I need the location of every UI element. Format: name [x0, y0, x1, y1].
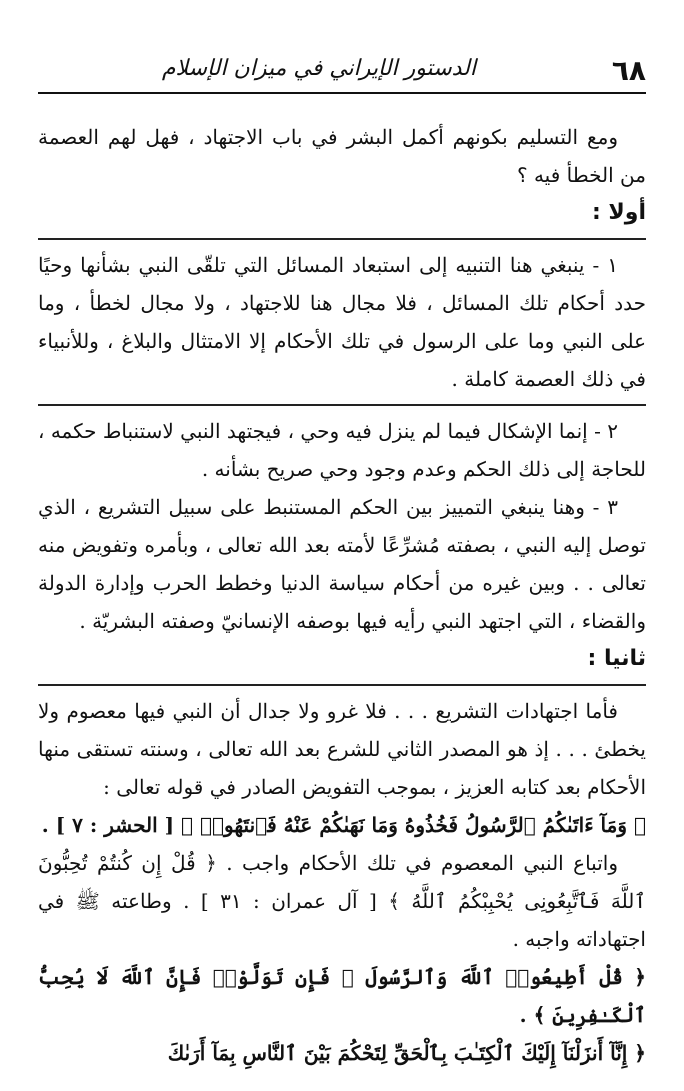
quran-verse-3: ﴿ إِنَّآ أَنزَلْنَآ إِلَيْكَ ٱلْكِتَـٰبَ بِٱلْحَقِّ لِتَحْكُمَ بَيْنَ ٱلنَّاسِ بِمَآ أَرَىٰكَ	[167, 1041, 646, 1065]
page-number: ٦٨	[611, 54, 646, 87]
page-header	[38, 50, 646, 94]
paragraph-intro: ومع التسليم بكونهم أكمل البشر في باب الاجتهاد ، فهل لهم العصمة من الخطأ فيه ؟	[38, 125, 646, 187]
heading-second: ثانيا :	[587, 646, 646, 671]
paragraph-legislation: فأما اجتهادات التشريع . . . فلا غرو ولا جدال أن النبي فيها معصوم ولا يخطئ . . . إذ هو المصدر الثاني للشرع بعد الله تعالى ، وسنته تستقى منها الأحكام بعد كتابه العزيز ، بموجب التفويض الصادر في قوله تعالى :	[38, 699, 646, 799]
paragraph-point-1: ١ - ينبغي هنا التنبيه إلى استبعاد المسائل التي تلقّى النبي بشأنها وحيًا حدد أحكام تلك المسائل ، فلا مجال هنا للاجتهاد ، ولا مجال لخطأ ، وما على النبي وما على الرسول في تلك الأحكام إلا الامتثال والبلاغ ، وللأنبياء في ذلك العصمة كاملة .	[38, 253, 646, 391]
divider-line	[38, 238, 646, 240]
heading-first: أولا :	[591, 200, 646, 225]
paragraph-obedience: واتباع النبي المعصوم في تلك الأحكام واجب . ﴿ قُلْ إِن كُنتُمْ تُحِبُّونَ ٱللَّهَ فَٱتَّبِعُونِى يُحْبِبْكُمُ ٱللَّهُ ﴾ [ آل عمران : ٣١ ] . وطاعته ﷺ في اجتهاداته واجبه .	[38, 851, 647, 951]
paragraph-point-3: ٣ - وهنا ينبغي التمييز بين الحكم المستنبط على سبيل التشريع ، الذي توصل إليه النبي ، بصفته مُشرِّعًا لأمته بعد الله تعالى ، وبأمره وتفويض منه تعالى . . وبين غيره من أحكام سياسة الدنيا وخطط الحرب وإدارة الدولة والقضاء ، التي اجتهد النبي رأيه فيها بوصفه الإنسانيّ وصفته البشريّة .	[38, 495, 646, 633]
body-text	[38, 118, 646, 1072]
paragraph-point-2: ٢ - إنما الإشكال فيما لم ينزل فيه وحي ، فيجتهد النبي لاستنباط حكمه ، للحاجة إلى ذلك الحكم وعدم وجود وحي صريح بشأنه .	[38, 419, 646, 481]
divider-line	[38, 404, 646, 406]
quran-verse-2: ﴿ قُلْ أَطِيعُوا۟ ٱللَّهَ وَٱلرَّسُولَ ۖ فَإِن تَوَلَّوْا۟ فَإِنَّ ٱللَّهَ لَا يُحِبُّ ٱلْكَـٰفِرِينَ ﴾ .	[38, 965, 646, 1027]
running-title: الدستور الإيراني في ميزان الإسلام	[161, 56, 476, 81]
divider-line	[38, 684, 646, 686]
quran-verse-1: ﴿ وَمَآ ءَاتَىٰكُمُ ٱلرَّسُولُ فَخُذُوهُ وَمَا نَهَىٰكُمْ عَنْهُ فَٱنتَهُوا۟ ﴾ [ الحشر : ٧ ] .	[41, 813, 646, 837]
